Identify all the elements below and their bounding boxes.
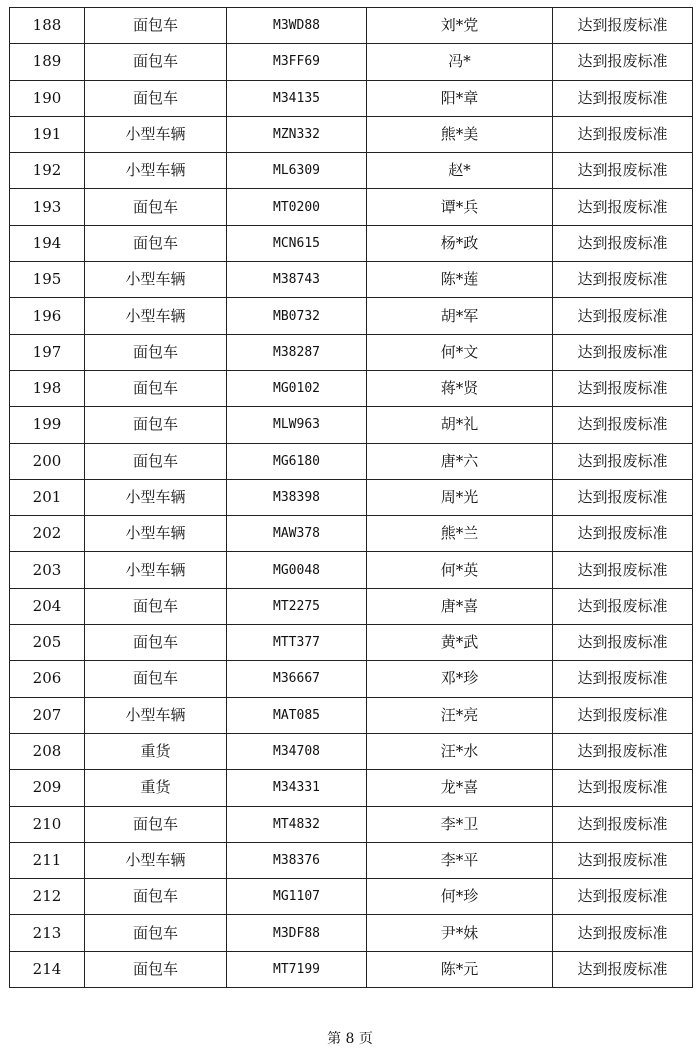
status-cell: 达到报废标准 [553, 153, 693, 189]
row-number-cell: 195 [10, 262, 85, 298]
owner-name-cell: 陈*元 [367, 951, 553, 987]
table-row [10, 915, 693, 951]
vehicle-type-cell: 重货 [85, 733, 227, 769]
plate-number-cell: MAT085 [227, 697, 367, 733]
owner-name-cell: 汪*水 [367, 733, 553, 769]
status-cell: 达到报废标准 [553, 44, 693, 80]
plate-number-cell: M34708 [227, 733, 367, 769]
row-number-cell: 194 [10, 225, 85, 261]
vehicle-type-cell: 面包车 [85, 370, 227, 406]
status-cell: 达到报废标准 [553, 298, 693, 334]
row-number-cell: 200 [10, 443, 85, 479]
vehicle-type-cell: 面包车 [85, 915, 227, 951]
status-cell: 达到报废标准 [553, 370, 693, 406]
owner-name-cell: 熊*兰 [367, 516, 553, 552]
owner-name-cell: 胡*礼 [367, 407, 553, 443]
table-row [10, 661, 693, 697]
plate-number-cell: M3WD88 [227, 8, 367, 44]
owner-name-cell: 尹*妹 [367, 915, 553, 951]
vehicle-scrap-table [9, 7, 693, 988]
table-row [10, 951, 693, 987]
vehicle-type-cell: 面包车 [85, 443, 227, 479]
plate-number-cell: M38398 [227, 479, 367, 515]
table-row [10, 842, 693, 878]
owner-name-cell: 蒋*贤 [367, 370, 553, 406]
table-row [10, 625, 693, 661]
owner-name-cell: 何*珍 [367, 879, 553, 915]
row-number-cell: 198 [10, 370, 85, 406]
row-number-cell: 189 [10, 44, 85, 80]
table-row [10, 588, 693, 624]
table-row [10, 443, 693, 479]
table-row [10, 697, 693, 733]
plate-number-cell: M34331 [227, 770, 367, 806]
row-number-cell: 205 [10, 625, 85, 661]
plate-number-cell: M3DF88 [227, 915, 367, 951]
vehicle-type-cell: 面包车 [85, 334, 227, 370]
row-number-cell: 211 [10, 842, 85, 878]
table-row [10, 334, 693, 370]
status-cell: 达到报废标准 [553, 262, 693, 298]
plate-number-cell: MG1107 [227, 879, 367, 915]
owner-name-cell: 杨*政 [367, 225, 553, 261]
row-number-cell: 212 [10, 879, 85, 915]
plate-number-cell: MTT377 [227, 625, 367, 661]
plate-number-cell: MT2275 [227, 588, 367, 624]
table-row [10, 189, 693, 225]
vehicle-type-cell: 面包车 [85, 661, 227, 697]
status-cell: 达到报废标准 [553, 733, 693, 769]
table-row [10, 552, 693, 588]
table-row [10, 153, 693, 189]
row-number-cell: 206 [10, 661, 85, 697]
vehicle-type-cell: 面包车 [85, 44, 227, 80]
table-row [10, 516, 693, 552]
row-number-cell: 191 [10, 116, 85, 152]
status-cell: 达到报废标准 [553, 189, 693, 225]
vehicle-type-cell: 面包车 [85, 8, 227, 44]
owner-name-cell: 阳*章 [367, 80, 553, 116]
owner-name-cell: 冯* [367, 44, 553, 80]
vehicle-type-cell: 面包车 [85, 189, 227, 225]
plate-number-cell: MG0102 [227, 370, 367, 406]
table-row [10, 262, 693, 298]
row-number-cell: 203 [10, 552, 85, 588]
plate-number-cell: MT0200 [227, 189, 367, 225]
status-cell: 达到报废标准 [553, 443, 693, 479]
table-row [10, 370, 693, 406]
status-cell: 达到报废标准 [553, 116, 693, 152]
status-cell: 达到报废标准 [553, 625, 693, 661]
row-number-cell: 197 [10, 334, 85, 370]
vehicle-type-cell: 面包车 [85, 225, 227, 261]
plate-number-cell: MG6180 [227, 443, 367, 479]
status-cell: 达到报废标准 [553, 915, 693, 951]
vehicle-type-cell: 重货 [85, 770, 227, 806]
owner-name-cell: 周*光 [367, 479, 553, 515]
status-cell: 达到报废标准 [553, 951, 693, 987]
vehicle-type-cell: 小型车辆 [85, 552, 227, 588]
plate-number-cell: M36667 [227, 661, 367, 697]
plate-number-cell: MCN615 [227, 225, 367, 261]
owner-name-cell: 赵* [367, 153, 553, 189]
vehicle-type-cell: 小型车辆 [85, 697, 227, 733]
status-cell: 达到报废标准 [553, 552, 693, 588]
owner-name-cell: 陈*莲 [367, 262, 553, 298]
plate-number-cell: MT7199 [227, 951, 367, 987]
row-number-cell: 192 [10, 153, 85, 189]
plate-number-cell: M38287 [227, 334, 367, 370]
owner-name-cell: 唐*喜 [367, 588, 553, 624]
row-number-cell: 208 [10, 733, 85, 769]
owner-name-cell: 李*卫 [367, 806, 553, 842]
plate-number-cell: MAW378 [227, 516, 367, 552]
vehicle-type-cell: 小型车辆 [85, 262, 227, 298]
table-row [10, 879, 693, 915]
status-cell: 达到报废标准 [553, 516, 693, 552]
vehicle-type-cell: 小型车辆 [85, 842, 227, 878]
owner-name-cell: 黄*武 [367, 625, 553, 661]
row-number-cell: 190 [10, 80, 85, 116]
owner-name-cell: 唐*六 [367, 443, 553, 479]
row-number-cell: 210 [10, 806, 85, 842]
row-number-cell: 214 [10, 951, 85, 987]
plate-number-cell: MG0048 [227, 552, 367, 588]
vehicle-type-cell: 小型车辆 [85, 479, 227, 515]
vehicle-type-cell: 面包车 [85, 951, 227, 987]
vehicle-type-cell: 小型车辆 [85, 516, 227, 552]
owner-name-cell: 龙*喜 [367, 770, 553, 806]
table-row [10, 225, 693, 261]
plate-number-cell: MLW963 [227, 407, 367, 443]
vehicle-type-cell: 面包车 [85, 625, 227, 661]
plate-number-cell: M38376 [227, 842, 367, 878]
table-row [10, 8, 693, 44]
owner-name-cell: 李*平 [367, 842, 553, 878]
owner-name-cell: 何*英 [367, 552, 553, 588]
status-cell: 达到报废标准 [553, 842, 693, 878]
plate-number-cell: MZN332 [227, 116, 367, 152]
row-number-cell: 196 [10, 298, 85, 334]
status-cell: 达到报废标准 [553, 407, 693, 443]
owner-name-cell: 熊*美 [367, 116, 553, 152]
table-row [10, 407, 693, 443]
status-cell: 达到报废标准 [553, 334, 693, 370]
owner-name-cell: 胡*军 [367, 298, 553, 334]
row-number-cell: 204 [10, 588, 85, 624]
status-cell: 达到报废标准 [553, 588, 693, 624]
plate-number-cell: M38743 [227, 262, 367, 298]
status-cell: 达到报废标准 [553, 806, 693, 842]
owner-name-cell: 邓*珍 [367, 661, 553, 697]
table-row [10, 44, 693, 80]
row-number-cell: 188 [10, 8, 85, 44]
status-cell: 达到报废标准 [553, 8, 693, 44]
status-cell: 达到报废标准 [553, 225, 693, 261]
vehicle-type-cell: 面包车 [85, 806, 227, 842]
row-number-cell: 193 [10, 189, 85, 225]
table-row [10, 80, 693, 116]
plate-number-cell: MB0732 [227, 298, 367, 334]
vehicle-type-cell: 小型车辆 [85, 116, 227, 152]
owner-name-cell: 谭*兵 [367, 189, 553, 225]
table-row [10, 770, 693, 806]
vehicle-type-cell: 小型车辆 [85, 153, 227, 189]
vehicle-type-cell: 面包车 [85, 588, 227, 624]
status-cell: 达到报废标准 [553, 479, 693, 515]
owner-name-cell: 刘*党 [367, 8, 553, 44]
status-cell: 达到报废标准 [553, 697, 693, 733]
row-number-cell: 201 [10, 479, 85, 515]
table-row [10, 806, 693, 842]
plate-number-cell: MT4832 [227, 806, 367, 842]
plate-number-cell: ML6309 [227, 153, 367, 189]
status-cell: 达到报废标准 [553, 770, 693, 806]
table-row [10, 298, 693, 334]
plate-number-cell: M3FF69 [227, 44, 367, 80]
vehicle-type-cell: 面包车 [85, 407, 227, 443]
row-number-cell: 199 [10, 407, 85, 443]
owner-name-cell: 何*文 [367, 334, 553, 370]
table-row [10, 479, 693, 515]
vehicle-type-cell: 小型车辆 [85, 298, 227, 334]
row-number-cell: 207 [10, 697, 85, 733]
row-number-cell: 202 [10, 516, 85, 552]
owner-name-cell: 汪*亮 [367, 697, 553, 733]
table-row [10, 116, 693, 152]
plate-number-cell: M34135 [227, 80, 367, 116]
status-cell: 达到报废标准 [553, 661, 693, 697]
row-number-cell: 213 [10, 915, 85, 951]
vehicle-type-cell: 面包车 [85, 879, 227, 915]
status-cell: 达到报废标准 [553, 879, 693, 915]
status-cell: 达到报废标准 [553, 80, 693, 116]
table-row [10, 733, 693, 769]
row-number-cell: 209 [10, 770, 85, 806]
vehicle-type-cell: 面包车 [85, 80, 227, 116]
page-number: 第 8 页 [327, 1031, 373, 1047]
